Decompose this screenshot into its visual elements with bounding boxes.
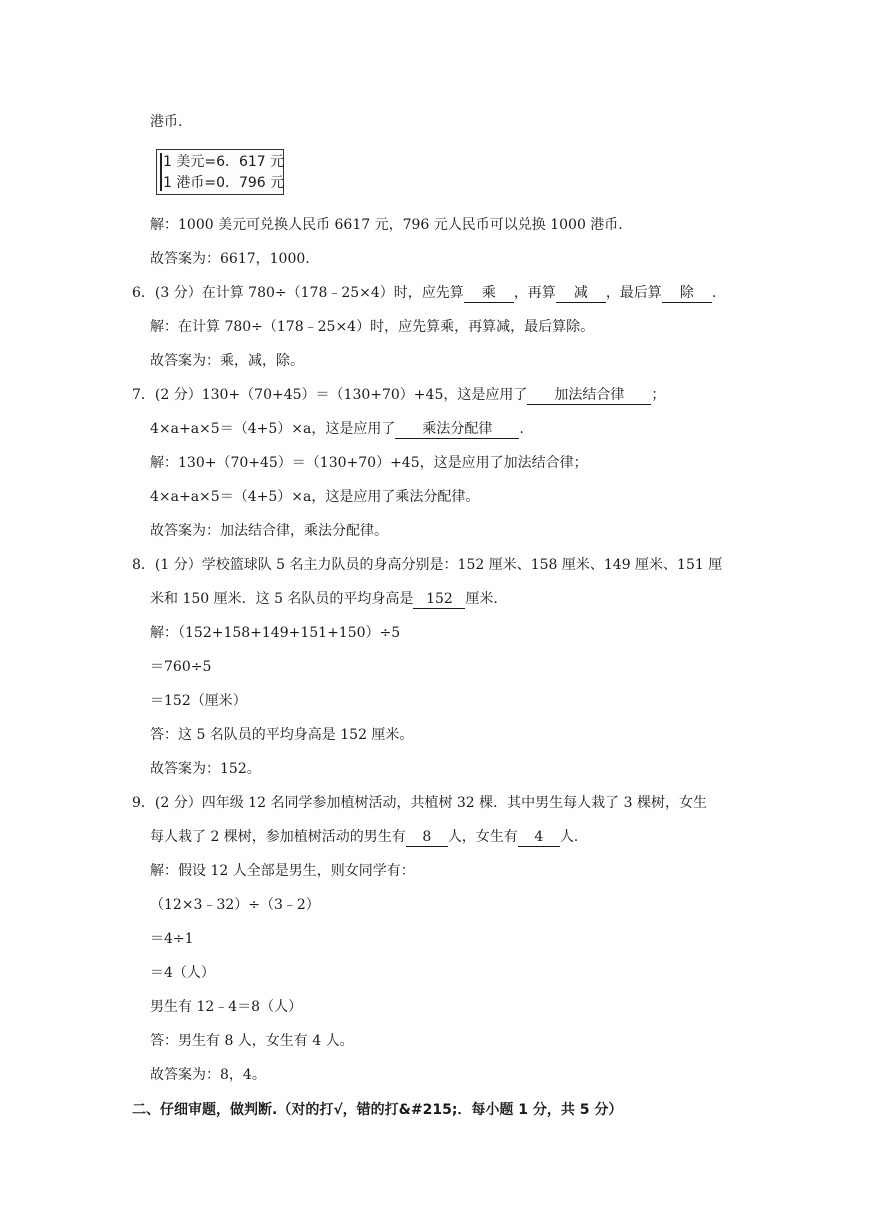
question-8: 8．(1 分）学校篮球队 5 名主力队员的身高分别是：152 厘米、158 厘米、149 厘米、151 厘 (132, 557, 723, 573)
answer-blank: 152 (413, 590, 465, 609)
answer-blank: 加法结合律 (527, 386, 651, 405)
solution-line: 解：假设 12 人全部是男生，则女同学有： (150, 863, 415, 879)
question-9-line-2 (150, 827, 578, 847)
question-text: 厘米. (465, 591, 498, 607)
solution-line: 解：130+（70+45）＝（130+70）+45，这是应用了加法结合律； (150, 455, 588, 471)
answer-blank: 4 (518, 828, 560, 847)
solution-line: ＝4÷1 (150, 931, 194, 947)
usd-rate: 1 美元=6．617 元 (163, 154, 285, 170)
text-line: 港币. (150, 114, 183, 130)
answer-blank: 8 (406, 828, 448, 847)
solution-line: 答：这 5 名队员的平均身高是 152 厘米。 (150, 727, 414, 743)
solution-line: 解：（152+158+149+151+150）÷5 (150, 625, 401, 641)
question-9: 9．(2 分）四年级 12 名同学参加植树活动，共植树 32 棵．其中男生每人栽了 3 棵树，女生 (132, 795, 707, 811)
table-left-border (160, 153, 162, 191)
solution-line: 4×a+a×5＝（4+5）×a，这是应用了乘法分配律。 (150, 489, 480, 505)
question-8-line-2 (150, 589, 498, 609)
question-text: ，再算 (513, 285, 556, 301)
solution-line: ＝152（厘米） (150, 693, 247, 709)
question-text: 6．(3 分）在计算 780÷（178﹣25×4）时，应先算 (132, 285, 464, 301)
question-7-line-2 (150, 419, 524, 439)
question-6 (132, 283, 716, 303)
question-text: 每人栽了 2 棵树，参加植树活动的男生有 (150, 829, 406, 845)
question-text: 米和 150 厘米．这 5 名队员的平均身高是 (150, 591, 414, 607)
exchange-rate-table (156, 149, 284, 195)
section-heading: 二、仔细审题，做判断.（对的打√，错的打&#215;．每小题 1 分，共 5 分） (132, 1102, 623, 1118)
answer-blank: 除 (662, 284, 712, 303)
solution-line: ＝760÷5 (150, 659, 212, 675)
answer-line: 故答案为：加法结合律，乘法分配律。 (150, 523, 388, 539)
hkd-rate: 1 港币=0．796 元 (163, 175, 285, 191)
solution-line: ＝4（人） (150, 965, 215, 981)
question-text: 4×a+a×5＝（4+5）×a，这是应用了 (150, 421, 396, 437)
solution-line: （12×3﹣32）÷（3﹣2） (150, 897, 320, 913)
answer-line: 故答案为：乘，减，除。 (150, 353, 304, 369)
answer-line: 故答案为：6617，1000. (150, 251, 310, 267)
answer-blank: 乘法分配律 (395, 420, 519, 439)
answer-line: 故答案为：152。 (150, 761, 261, 777)
answer-line: 故答案为：8，4。 (150, 1067, 266, 1083)
solution-line: 解：在计算 780÷（178﹣25×4）时，应先算乘，再算减，最后算除。 (150, 319, 595, 335)
question-7 (132, 385, 665, 405)
solution-line: 解：1000 美元可兑换人民币 6617 元，796 元人民币可以兑换 1000 港币. (150, 217, 623, 233)
question-text: ，最后算 (605, 285, 662, 301)
answer-blank: 乘 (464, 284, 514, 303)
solution-line: 男生有 12﹣4＝8（人） (150, 999, 303, 1015)
answer-blank: 减 (556, 284, 606, 303)
question-text: . (711, 285, 717, 301)
question-text: 7．(2 分）130+（70+45）＝（130+70）+45，这是应用了 (132, 387, 528, 403)
question-text: 人，女生有 (447, 829, 518, 845)
solution-line: 答：男生有 8 人，女生有 4 人。 (150, 1033, 354, 1049)
question-text: . (519, 421, 524, 437)
question-text: ； (651, 387, 666, 403)
question-text: 人. (559, 829, 579, 845)
